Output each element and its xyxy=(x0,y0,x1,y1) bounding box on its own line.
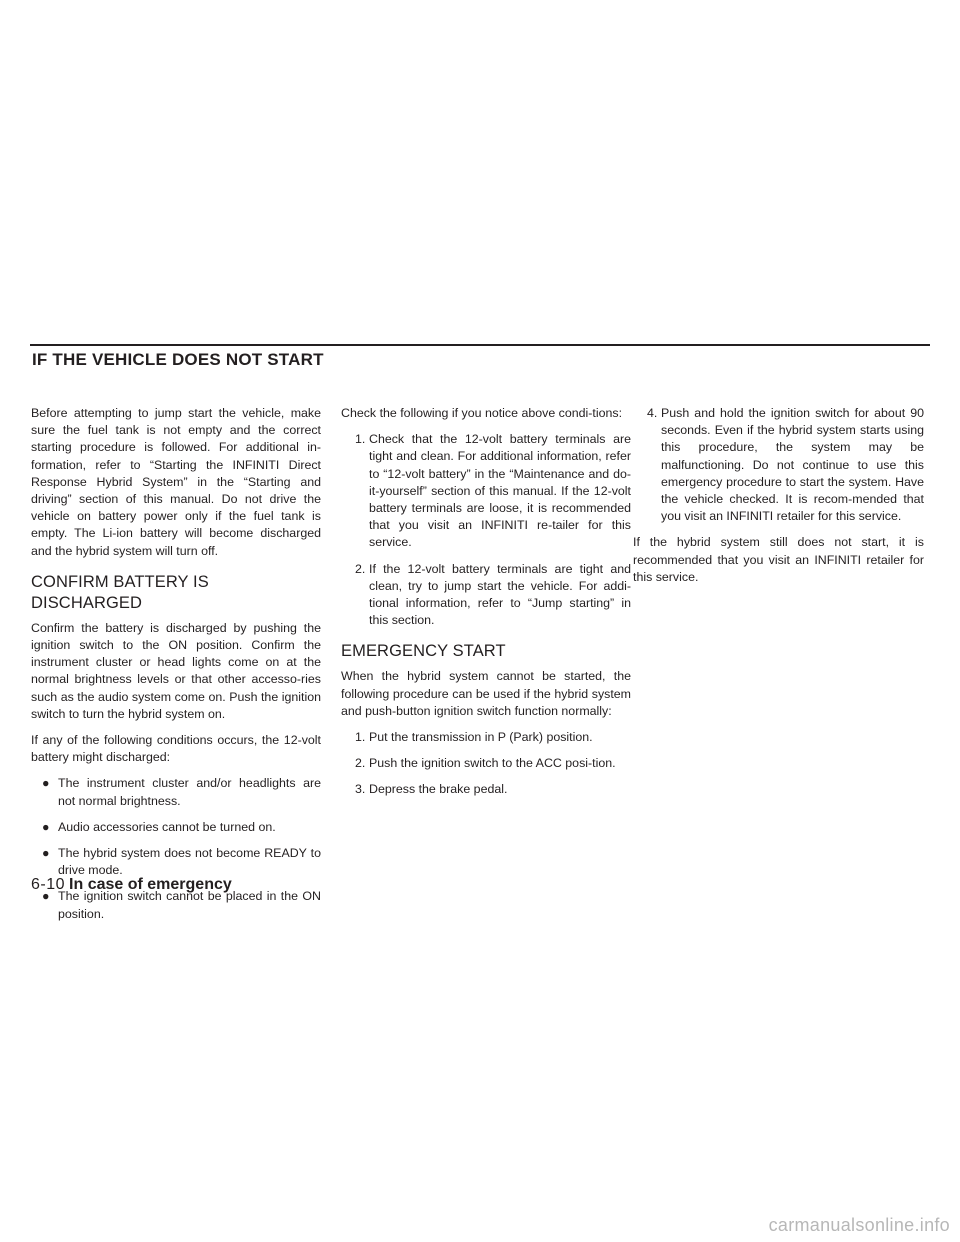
list-item: 4. Push and hold the ignition switch for about 90 seconds. Even if the hybrid system starts using this procedure, the system may be malfunctioning. Do not continue to use this emergency procedure to start the system. Have the vehicle checked. It is recom-mended that you visit an INFINITI retailer for this service. xyxy=(647,406,924,524)
watermark: carmanualsonline.info xyxy=(768,1215,950,1235)
emergency-paragraph: When the hybrid system cannot be started, the following procedure can be used if the hybrid system and push-button ignition switch function normally: xyxy=(341,669,631,718)
heading-emergency-start: EMERGENCY START xyxy=(341,642,506,661)
list-item: 3. Depress the brake pedal. xyxy=(341,781,631,798)
conditions-list xyxy=(31,775,321,922)
conditions-paragraph: If any of the following conditions occurs, the 12-volt battery might discharged: xyxy=(31,733,321,765)
column-1 xyxy=(31,405,321,932)
intro-paragraph: Before attempting to jump start the vehicle, make sure the fuel tank is not empty and the correct starting procedure is followed. For additional in-formation, refer to “Starting the INFINITI Direct Response Hybrid System” in the “Starting and driving” section of this manual. Do not drive the vehicle on battery power only if the fuel tank is empty. The Li-ion battery will become discharged and the hybrid system will turn off. xyxy=(31,406,321,558)
emergency-steps xyxy=(341,729,631,799)
section-title: IF THE VEHICLE DOES NOT START xyxy=(32,350,324,369)
bullet-icon: ● xyxy=(42,819,50,834)
chapter-title: In case of emergency xyxy=(69,876,232,893)
bullet-icon: ● xyxy=(42,846,50,861)
list-item: 2. Push the ignition switch to the ACC posi-tion. xyxy=(341,755,631,772)
list-item: ● The ignition switch cannot be placed in the ON position. xyxy=(42,889,321,921)
emergency-steps-continued xyxy=(633,405,924,525)
list-number: 1. xyxy=(355,432,366,447)
closing-paragraph: If the hybrid system still does not start, it is recommended that you visit an INFINITI retailer for this service. xyxy=(633,535,924,584)
bullet-icon: ● xyxy=(42,889,50,904)
list-number: 2. xyxy=(355,561,366,576)
check-list xyxy=(341,431,631,629)
list-number: 1. xyxy=(355,730,366,745)
heading-confirm-battery: CONFIRM BATTERY IS DISCHARGED xyxy=(31,572,209,612)
list-number: 4. xyxy=(647,406,658,420)
list-number: 2. xyxy=(355,756,366,771)
page-number: 6-10 xyxy=(31,876,66,893)
column-2 xyxy=(341,405,631,808)
section-rule xyxy=(30,344,930,346)
check-lead-paragraph: Check the following if you notice above condi-tions: xyxy=(341,406,623,420)
page-footer xyxy=(31,876,232,894)
list-item: 2. If the 12-volt battery terminals are tight and clean, try to jump start the vehicle. For addi-tional information, refer to “Jump starting” in this section. xyxy=(355,561,631,628)
confirm-paragraph: Confirm the battery is discharged by pushing the ignition switch to the ON position. Confirm the instrument cluster or head lights come on at the normal brightness levels or that other accesso-ries such as the audio system come on. Push the ignition switch to turn the hybrid system on. xyxy=(31,620,321,721)
list-item: ● The hybrid system does not become READY to drive mode. xyxy=(42,846,321,878)
list-number: 3. xyxy=(355,782,366,797)
bullet-icon: ● xyxy=(42,776,50,791)
list-item: ● Audio accessories cannot be turned on. xyxy=(31,819,321,836)
list-item: ● The instrument cluster and/or headlights are not normal brightness. xyxy=(42,776,321,808)
list-item: 1. Check that the 12-volt battery terminals are tight and clean. For additional information, refer to “12-volt battery” in the “Maintenance and do-it-yourself” section of this manual. If the 12-volt battery terminals are loose, it is recommended that you visit an INFINITI re-tailer for this service. xyxy=(355,432,631,550)
list-item: 1. Put the transmission in P (Park) position. xyxy=(341,729,631,746)
column-3 xyxy=(633,405,924,595)
